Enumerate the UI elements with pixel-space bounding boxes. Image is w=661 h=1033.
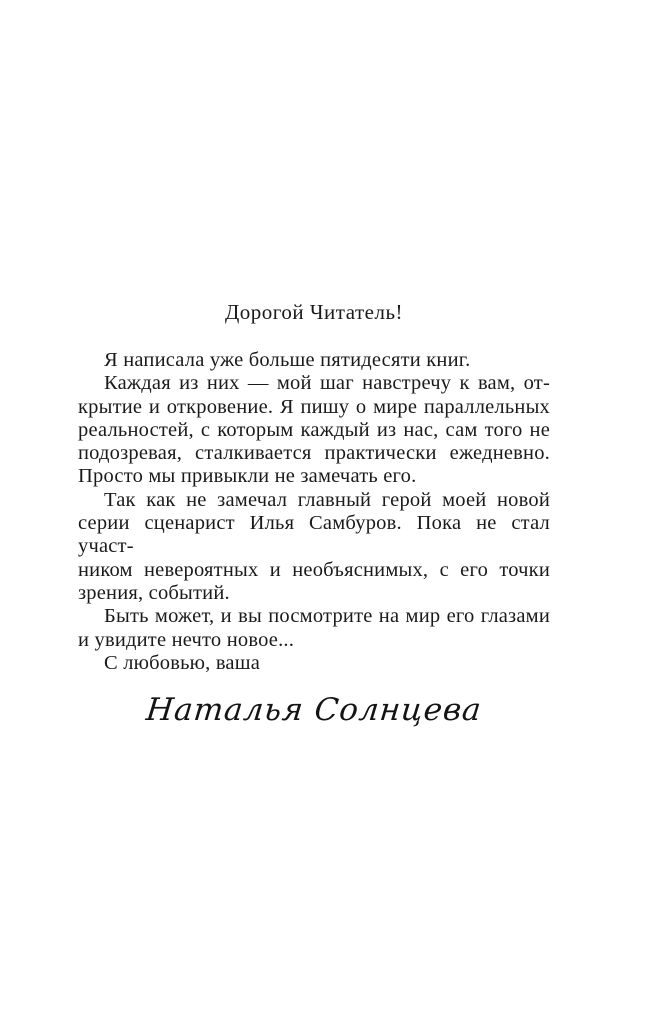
body-line: Каждая из них — мой шаг навстречу к вам, от- [104,372,550,395]
body-line: зрения, событий. [78,581,230,604]
body-line: Так как не замечал главный герой моей новой [104,488,550,511]
body-line: серии сценарист Илья Самбуров. Пока не стал участ- [78,512,550,558]
letter-heading: Дорогой Читатель! [224,300,404,324]
body-line: подозревая, сталкивается практически ежедневно. [78,442,550,465]
body-line: крытие и откровение. Я пишу о мире параллельных [78,395,550,418]
body-line: Просто мы привыкли не замечать его. [78,465,417,488]
author-signature: Наталья Солнцева [144,692,484,729]
body-line: Я написала уже больше пятидесяти книг. [104,349,471,371]
letter-text-block [78,300,550,728]
body-line: Быть может, и вы посмотрите на мир его глазами [104,605,550,628]
body-line: реальностей, с которым каждый из нас, сам того не [78,418,550,441]
body-line: ником невероятных и необъяснимых, с его точки [78,558,550,581]
body-line: и увидите нечто новое... [78,628,295,651]
body-line: С любовью, ваша [104,651,261,674]
letter-body [78,349,550,675]
